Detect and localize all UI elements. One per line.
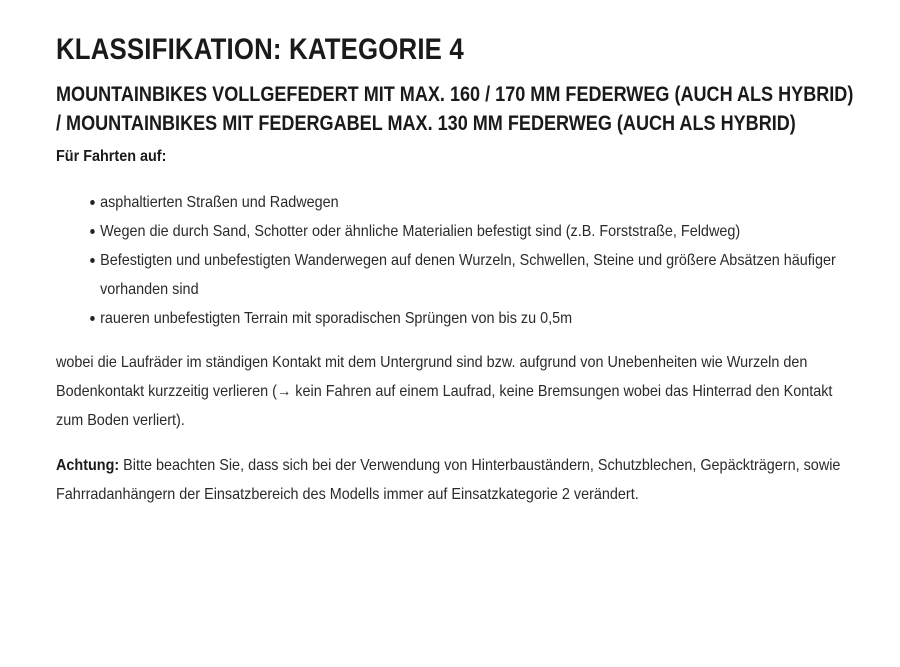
bullet-icon: [90, 200, 95, 205]
warning-paragraph: [56, 451, 848, 509]
list-item-text: asphaltierten Straßen und Radwegen: [100, 194, 339, 211]
list-item: [90, 246, 848, 304]
bullet-icon: [90, 258, 95, 263]
usage-list: [56, 188, 848, 333]
list-item-text: raueren unbefestigten Terrain mit sporadischen Sprüngen von bis zu 0,5m: [100, 310, 573, 327]
classification-content: [56, 30, 856, 525]
warning-text: Bitte beachten Sie, dass sich bei der Verwendung von Hinterbauständern, Schutzblechen, Gepäckträgern, sowie Fahrradanhängern der Einsatzbereich des Modells immer auf Einsatzkategorie 2 verändert.: [56, 457, 841, 503]
page-title: KLASSIFIKATION: KATEGORIE 4: [56, 33, 464, 66]
list-item-text: Befestigten und unbefestigten Wanderwegen auf denen Wurzeln, Schwellen, Steine und größere Absätzen häufiger vorhanden sind: [100, 252, 836, 298]
warning-label: Achtung:: [56, 457, 120, 474]
category-subtitle: MOUNTAINBIKES VOLLGEFEDERT MIT MAX. 160 / 170 MM FEDERWEG (AUCH ALS HYBRID) / MOUNTAINBIKES MIT FEDERGABEL MAX. 130 MM FEDERWEG (AUCH ALS HYBRID): [56, 83, 854, 135]
list-item-text: Wegen die durch Sand, Schotter oder ähnliche Materialien befestigt sind (z.B. Forststraße, Feldweg): [100, 223, 741, 240]
list-item: [90, 217, 848, 246]
bullet-icon: [90, 229, 95, 234]
usage-label: Für Fahrten auf:: [56, 148, 167, 165]
list-item: [90, 304, 848, 333]
list-item: [90, 188, 848, 217]
body-text: [56, 188, 848, 509]
bullet-icon: [90, 316, 95, 321]
contact-paragraph: wobei die Laufräder im ständigen Kontakt mit dem Untergrund sind bzw. aufgrund von Unebenheiten wie Wurzeln den Bodenkontakt kurzzeitig verlieren (→ kein Fahren auf einem Laufrad, keine Bremsungen wobei das Hinterrad den Kontakt zum Boden verliert).: [56, 354, 833, 429]
